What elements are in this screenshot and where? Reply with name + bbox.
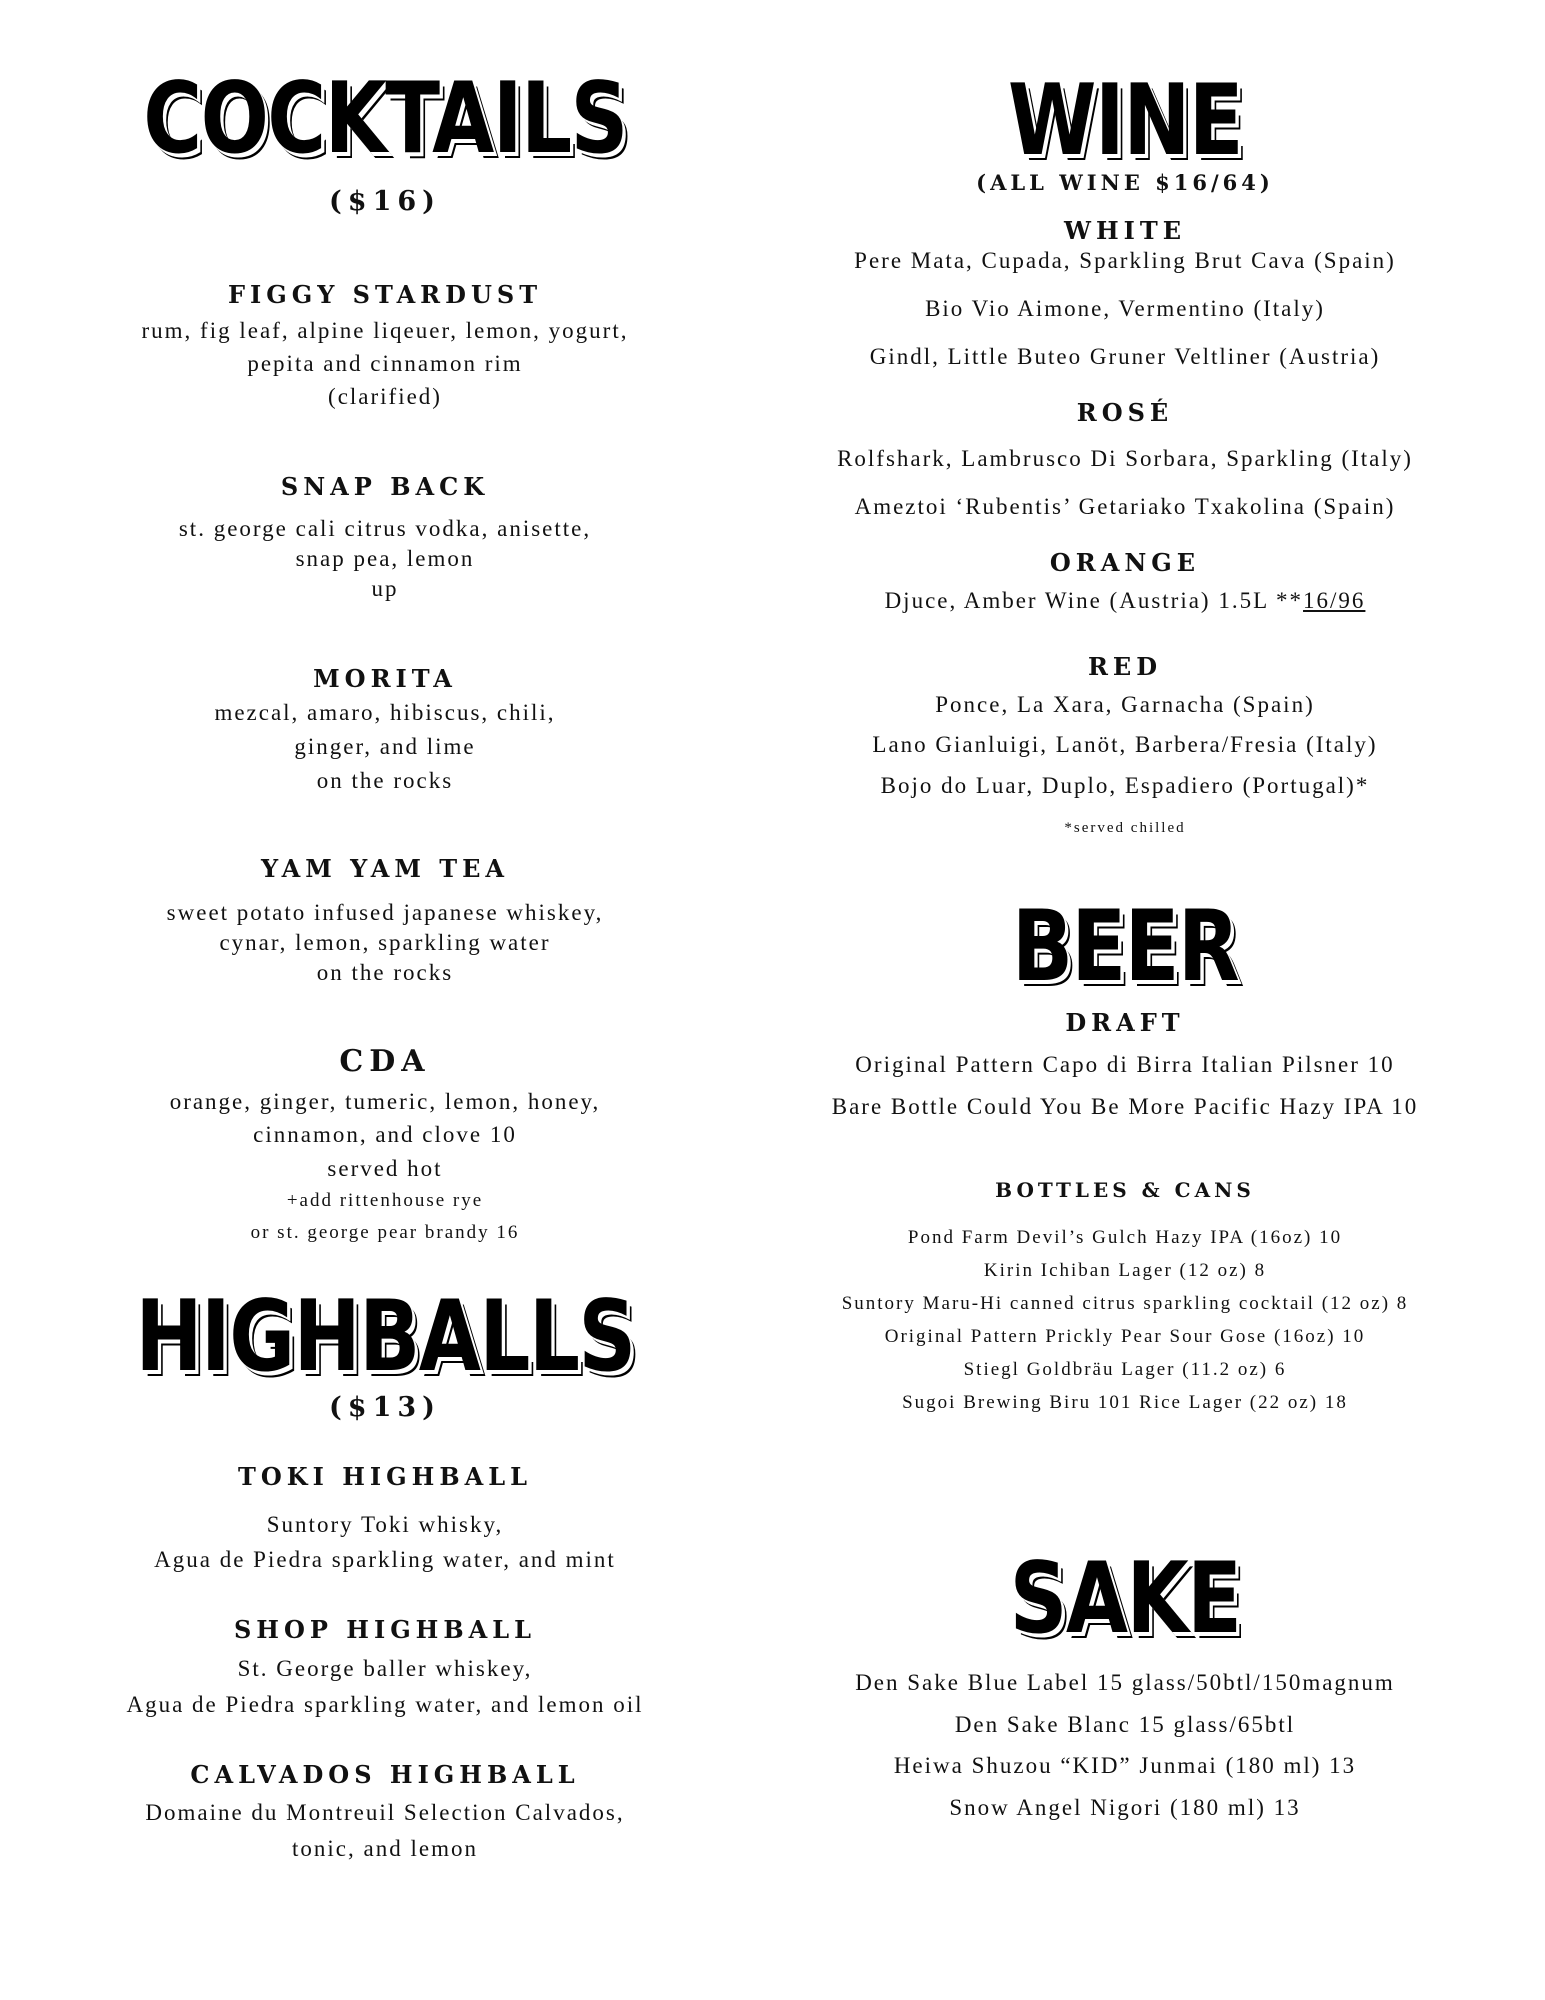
highball-desc-line: tonic, and lemon [292,1836,478,1861]
cocktail-desc-line: cynar, lemon, sparkling water [219,930,551,955]
cocktail-name: FIGGY STARDUST [227,280,543,309]
cocktail-name: MORITA [313,664,457,693]
wine-item [760,588,1490,614]
cocktail-desc-line: (clarified) [328,384,442,409]
wine-heading: WINE [1007,64,1243,178]
wine-item: Bojo do Luar, Duplo, Espadiero (Portugal)* [880,773,1370,798]
cocktail-desc-line: on the rocks [316,768,454,793]
beer-item: Original Pattern Prickly Pear Sour Gose (16oz) 10 [884,1326,1366,1347]
highball-name: SHOP HIGHBALL [233,1615,537,1644]
highballs-price: ($13) [329,1392,441,1423]
wine-section-orange: ORANGE [1049,548,1201,577]
highball-desc-line: Agua de Piedra sparkling water, and mint [154,1547,616,1572]
cocktail-desc-line: snap pea, lemon [295,546,475,571]
cocktail-addon-line: or st. george pear brandy 16 [250,1222,520,1243]
cocktail-name: SNAP BACK [280,472,490,501]
sake-heading: SAKE [1009,1542,1241,1656]
cocktail-name: CDA [339,1044,431,1079]
highball-name: CALVADOS HIGHBALL [190,1760,580,1789]
wine-footnote: *served chilled [1064,820,1186,836]
beer-item: Kirin Ichiban Lager (12 oz) 8 [983,1260,1267,1281]
wine-section-rose: ROSÉ [1076,398,1174,427]
beer-item: Pond Farm Devil’s Gulch Hazy IPA (16oz) 10 [907,1227,1343,1248]
beer-item: Suntory Maru-Hi canned citrus sparkling cocktail (12 oz) 8 [841,1293,1409,1314]
wine-item: Pere Mata, Cupada, Sparkling Brut Cava (Spain) [854,248,1396,273]
beer-heading: BEER [1011,890,1239,1004]
sake-item: Snow Angel Nigori (180 ml) 13 [949,1795,1301,1820]
cocktail-desc-line: mezcal, amaro, hibiscus, chili, [214,700,556,725]
cocktail-desc-line: orange, ginger, tumeric, lemon, honey, [169,1089,601,1114]
wine-item-text: Djuce, Amber Wine (Austria) 1.5L ** [884,588,1304,613]
cocktail-desc-line: st. george cali citrus vodka, anisette, [178,516,592,541]
sake-item: Heiwa Shuzou “KID” Junmai (180 ml) 13 [893,1753,1357,1778]
highball-desc-line: Domaine du Montreuil Selection Calvados, [145,1800,625,1825]
wine-item: Bio Vio Aimone, Vermentino (Italy) [925,296,1325,321]
beer-item: Stiegl Goldbräu Lager (11.2 oz) 6 [963,1359,1287,1380]
wine-section-red: RED [1087,652,1163,681]
cocktail-desc-line: cinnamon, and clove 10 [253,1122,517,1147]
beer-item: Sugoi Brewing Biru 101 Rice Lager (22 oz) 18 [902,1392,1348,1413]
sake-item: Den Sake Blue Label 15 glass/50btl/150magnum [855,1670,1395,1695]
cocktail-desc-line: sweet potato infused japanese whiskey, [166,900,604,925]
beer-section-bottles: BOTTLES & CANS [995,1178,1255,1202]
wine-section-white: WHITE [1063,216,1186,245]
wine-item: Rolfshark, Lambrusco Di Sorbara, Sparkling (Italy) [837,446,1413,471]
cocktail-desc-line: pepita and cinnamon rim [247,351,523,376]
beer-item: Original Pattern Capo di Birra Italian Pilsner 10 [855,1052,1395,1077]
highball-name: TOKI HIGHBALL [238,1462,532,1491]
cocktails-heading: COCKTAILS [143,62,627,176]
highball-desc-line: Agua de Piedra sparkling water, and lemon oil [126,1692,644,1717]
cocktail-desc-line: up [371,576,399,601]
beer-section-draft: DRAFT [1065,1008,1185,1037]
cocktail-desc-line: on the rocks [316,960,454,985]
wine-item: Gindl, Little Buteo Gruner Veltliner (Austria) [869,344,1381,369]
cocktail-name: YAM YAM TEA [260,854,510,883]
cocktails-price: ($16) [329,186,441,217]
highball-desc-line: Suntory Toki whisky, [266,1512,504,1537]
cocktail-desc-line: ginger, and lime [294,734,476,759]
highballs-heading: HIGHBALLS [135,1280,635,1394]
wine-item: Lano Gianluigi, Lanöt, Barbera/Fresia (Italy) [872,732,1378,757]
highball-desc-line: St. George baller whiskey, [237,1656,533,1681]
cocktail-desc-line: served hot [327,1156,443,1181]
wine-item-price: 16/96 [1303,588,1366,613]
beer-item: Bare Bottle Could You Be More Pacific Hazy IPA 10 [831,1094,1419,1119]
wine-item: Ameztoi ‘Rubentis’ Getariako Txakolina (Spain) [854,494,1396,519]
cocktail-desc-line: rum, fig leaf, alpine liqeuer, lemon, yogurt, [141,318,629,343]
cocktail-addon-line: +add rittenhouse rye [286,1190,484,1211]
wine-item: Ponce, La Xara, Garnacha (Spain) [935,692,1315,717]
wine-price-note: (ALL WINE $16/64) [976,170,1274,195]
sake-item: Den Sake Blanc 15 glass/65btl [954,1712,1296,1737]
